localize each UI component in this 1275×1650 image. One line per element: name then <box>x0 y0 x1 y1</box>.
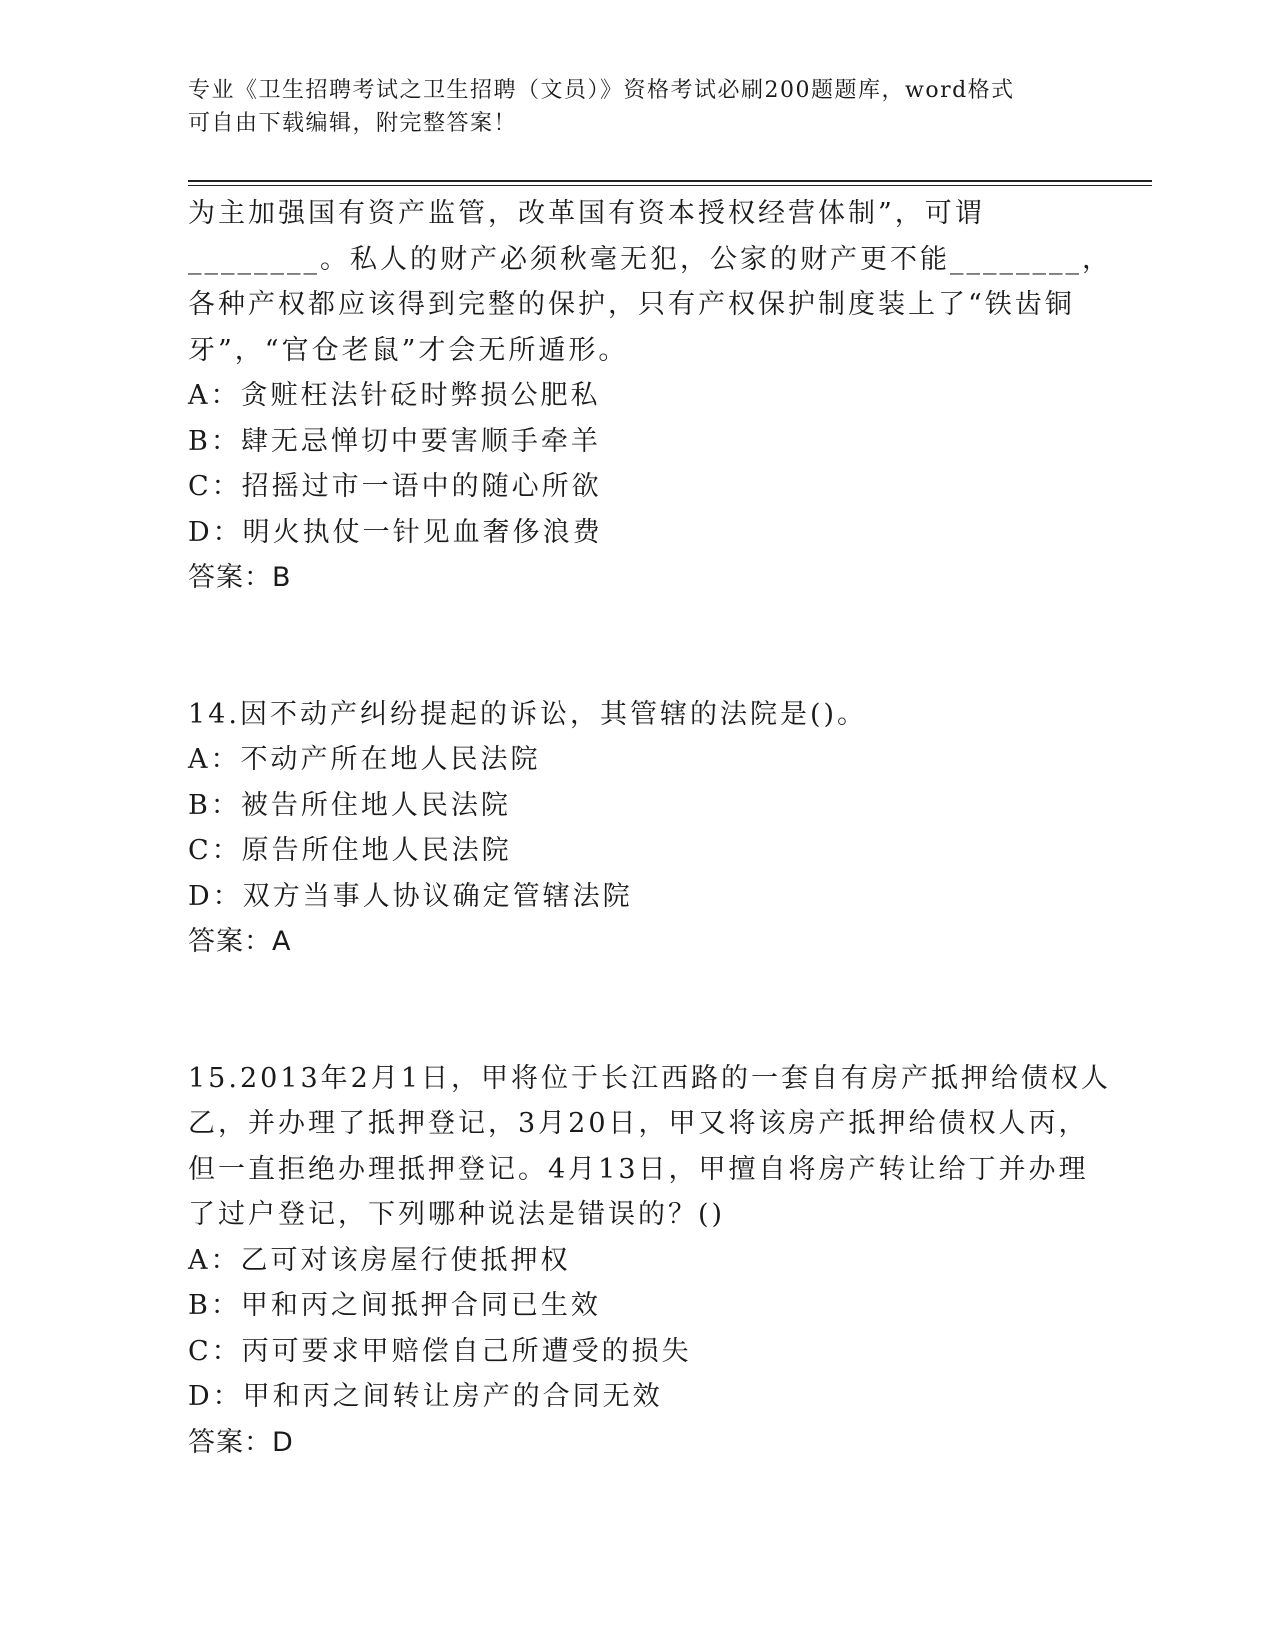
header-divider-thick <box>188 180 1152 182</box>
question-13 <box>188 191 1112 601</box>
question-stem-line: 为主加强国有资产监管，改革国有资本授权经营体制”，可谓 <box>188 198 985 229</box>
option-a: A：不动产所在地人民法院 <box>188 744 541 775</box>
option-d: D：甲和丙之间转让房产的合同无效 <box>188 1381 663 1412</box>
question-15 <box>188 1056 1112 1466</box>
header-line-1: 专业《卫生招聘考试之卫生招聘（文员）》资格考试必刷200题题库，word格式 <box>188 78 1015 103</box>
header-line-2: 可自由下载编辑，附完整答案！ <box>188 111 518 136</box>
question-stem-line: 14.因不动产纠纷提起的诉讼，其管辖的法院是()。 <box>188 698 868 730</box>
document-body <box>188 191 1112 1465</box>
answer-label: 答案：B <box>188 562 292 593</box>
answer-label: 答案：A <box>188 926 292 957</box>
option-d: D：双方当事人协议确定管辖法院 <box>188 880 633 912</box>
question-stem-line: 牙”，“官仓老鼠”才会无所遁形。 <box>188 334 629 366</box>
header-divider-thin <box>188 185 1152 186</box>
question-spacer <box>188 965 1088 1056</box>
page-header <box>188 74 1088 140</box>
option-a: A：乙可对该房屋行使抵押权 <box>188 1244 571 1276</box>
option-b: B：被告所住地人民法院 <box>188 789 511 821</box>
question-stem-line: 但一直拒绝办理抵押登记。4月13日，甲擅自将房产转让给丁并办理 <box>188 1153 1089 1185</box>
option-c: C：招摇过市一语中的随心所欲 <box>188 471 602 502</box>
question-spacer <box>188 601 1088 692</box>
option-a: A：贪赃枉法针砭时弊损公肥私 <box>188 380 601 411</box>
option-d: D：明火执仗一针见血奢侈浪费 <box>188 516 603 548</box>
answer-label: 答案：D <box>188 1426 294 1458</box>
question-stem-line: ________。私人的财产必须秋毫无犯，公家的财产更不能________， <box>188 243 1112 275</box>
option-c: C：丙可要求甲赔偿自己所遭受的损失 <box>188 1335 692 1367</box>
option-c: C：原告所住地人民法院 <box>188 835 512 866</box>
question-14 <box>188 692 1088 965</box>
question-stem-line: 了过户登记，下列哪种说法是错误的？() <box>188 1199 726 1230</box>
option-b: B：甲和丙之间抵押合同已生效 <box>188 1290 601 1321</box>
option-b: B：肆无忌惮切中要害顺手牵羊 <box>188 425 601 457</box>
question-stem-line: 15.2013年2月1日，甲将位于长江西路的一套自有房产抵押给债权人 <box>188 1062 1112 1094</box>
question-stem-line: 各种产权都应该得到完整的保护，只有产权保护制度装上了“铁齿铜 <box>188 289 1075 320</box>
question-stem-line: 乙，并办理了抵押登记，3月20日，甲又将该房产抵押给债权人丙， <box>188 1108 1089 1139</box>
